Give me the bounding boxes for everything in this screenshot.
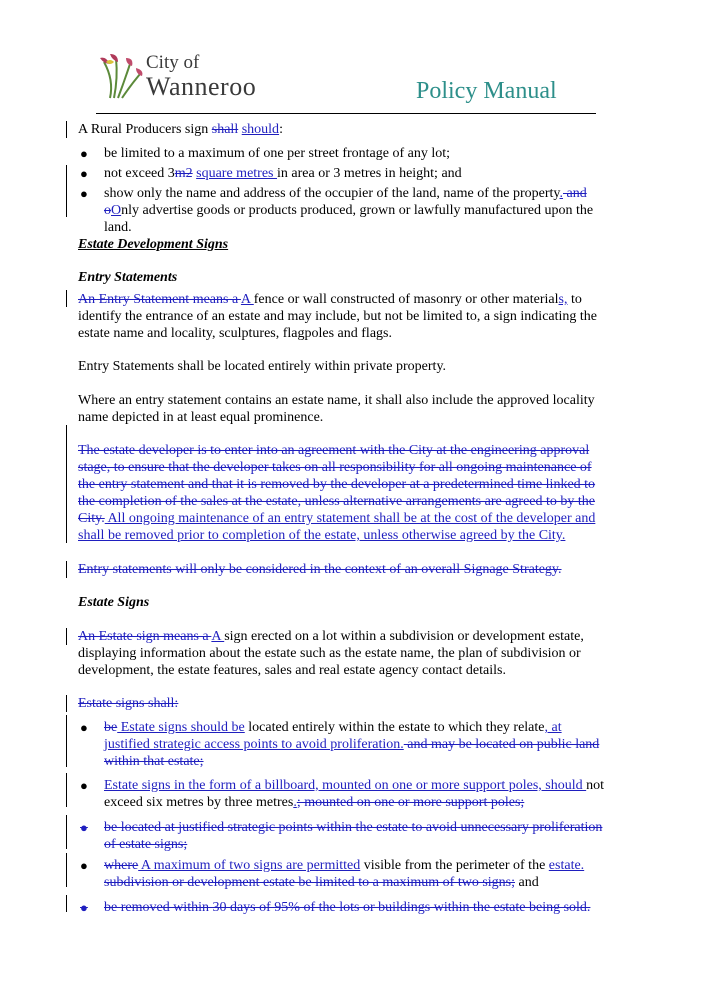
rural-intro: A Rural Producers sign shall should: xyxy=(78,122,283,137)
logo-text-wanneroo: Wanneroo xyxy=(146,72,257,101)
list-item-continuation: justified strategic access points to avoid proliferation. and may be located on public land xyxy=(104,737,600,752)
list-item: be Estate signs should be located entirely within the estate to which they relate, at xyxy=(104,720,562,735)
deleted-line: stage, to ensure that the developer takes on all responsibility for all ongoing maintenance of xyxy=(78,460,592,475)
logo-text-city-of: City of xyxy=(146,52,200,73)
paragraph-line: City. All ongoing maintenance of an entry statement shall be at the cost of the developer and xyxy=(78,511,596,526)
list-item-continuation: subdivision or development estate be limited to a maximum of two signs; and xyxy=(104,875,539,890)
change-bar xyxy=(66,773,67,807)
list-item: be limited to a maximum of one per street frontage of any lot; xyxy=(104,146,451,161)
change-bar xyxy=(66,815,67,849)
change-bar xyxy=(66,561,67,578)
section-heading: Estate Development Signs xyxy=(78,237,229,252)
change-bar xyxy=(66,121,67,138)
deleted-line: be located at justified strategic points within the estate to avoid unnecessary proliferation xyxy=(104,820,603,835)
subsection-heading: Estate Signs xyxy=(78,595,150,610)
paragraph-line: displaying information about the estate such as the estate name, the plan of subdivision or xyxy=(78,646,581,661)
change-bar xyxy=(66,715,67,767)
bullet-icon: ● xyxy=(80,720,88,735)
change-bar xyxy=(66,165,67,217)
bullet-icon: ● xyxy=(80,820,88,835)
change-bar xyxy=(66,628,67,645)
kangaroo-paw-icon xyxy=(96,52,146,100)
list-item-continuation: oOnly advertise goods or products produced, grown or lawfully manufactured upon the xyxy=(104,203,594,218)
bullet-icon: ● xyxy=(80,186,88,201)
deleted-line: the completion of the sales at the estate, unless alternative arrangements are agreed to by the xyxy=(78,494,596,509)
city-logo xyxy=(96,52,276,102)
paragraph-line: An Entry Statement means a A fence or wall constructed of masonry or other materials, to xyxy=(78,292,582,307)
deleted-line: of estate signs; xyxy=(104,837,188,852)
deleted-line: The estate developer is to enter into an agreement with the City at the engineering approval xyxy=(78,443,590,458)
change-bar xyxy=(66,695,67,712)
list-item: show only the name and address of the occupier of the land, name of the property. and xyxy=(104,186,587,201)
bullet-icon: ● xyxy=(80,778,88,793)
list-item: not exceed 3m2 square metres in area or 3 metres in height; and xyxy=(104,166,462,181)
paragraph-line: development, the estate features, sales and real estate agency contact details. xyxy=(78,663,506,678)
subsection-heading: Entry Statements xyxy=(78,270,178,285)
deleted-line: be removed within 30 days of 95% of the lots or buildings within the estate being sold. xyxy=(104,900,591,915)
bullet-icon: ● xyxy=(80,858,88,873)
paragraph-line: identify the entrance of an estate and may include, but not be limited to, a sign indicating the xyxy=(78,309,598,324)
paragraph-line: name depicted in at least equal prominence. xyxy=(78,410,324,425)
bullet-icon: ● xyxy=(80,146,88,161)
bullet-icon: ● xyxy=(80,900,88,915)
deleted-line: Estate signs shall: xyxy=(78,696,179,711)
change-bar xyxy=(66,853,67,887)
list-item-continuation: land. xyxy=(104,220,132,235)
paragraph-line: Where an entry statement contains an estate name, it shall also include the approved locality xyxy=(78,393,595,408)
paragraph-line: estate name and locality, sculptures, flagpoles and flags. xyxy=(78,326,392,341)
change-bar xyxy=(66,290,67,307)
deleted-line: the entry statement and that it is removed by the developer at a predetermined time linked to xyxy=(78,477,596,492)
list-item: where A maximum of two signs are permitted visible from the perimeter of the estate. xyxy=(104,858,585,873)
list-item: Estate signs in the form of a billboard, mounted on one or more support poles, should not xyxy=(104,778,605,793)
inserted-line: shall be removed prior to completion of the estate, unless otherwise agreed by the City. xyxy=(78,528,566,543)
deleted-line: within that estate; xyxy=(104,754,204,769)
manual-title: Policy Manual xyxy=(416,78,557,104)
header-rule xyxy=(96,113,596,114)
bullet-icon: ● xyxy=(80,166,88,181)
paragraph-line: Entry Statements shall be located entirely within private property. xyxy=(78,359,447,374)
list-item-continuation: exceed six metres by three metres.; mounted on one or more support poles; xyxy=(104,795,525,810)
paragraph-line: An Estate sign means a A sign erected on a lot within a subdivision or development estate, xyxy=(78,629,584,644)
change-bar xyxy=(66,895,67,912)
change-bar xyxy=(66,425,67,543)
deleted-line: Entry statements will only be considered in the context of an overall Signage Strategy. xyxy=(78,562,562,577)
